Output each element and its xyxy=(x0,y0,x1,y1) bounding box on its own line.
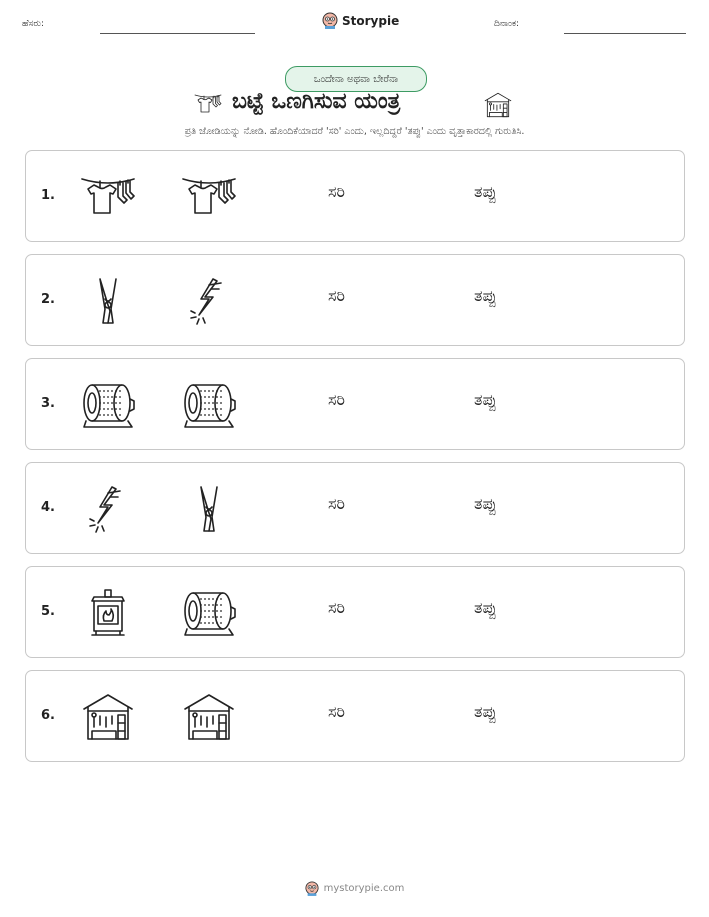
laundry-shop-icon xyxy=(179,691,239,743)
question-row xyxy=(25,670,685,762)
pair-image-right xyxy=(179,171,239,223)
pair-image-right xyxy=(179,691,239,743)
date-field-line[interactable] xyxy=(564,33,686,34)
option-correct[interactable]: ಸರಿ xyxy=(328,702,345,721)
pair-image-right xyxy=(179,483,239,535)
question-row xyxy=(25,150,685,242)
pair-image-left xyxy=(78,483,138,535)
dryer-drum-icon xyxy=(78,379,138,431)
pair-image-right xyxy=(179,379,239,431)
dryer-drum-icon xyxy=(179,587,239,639)
question-number: 2. xyxy=(41,292,55,307)
footer xyxy=(0,881,709,896)
question-row xyxy=(25,254,685,346)
pair-image-right xyxy=(179,587,239,639)
option-wrong[interactable]: ತಪ್ಪು xyxy=(474,494,497,513)
laundry-shop-icon xyxy=(78,691,138,743)
option-correct[interactable]: ಸರಿ xyxy=(328,494,345,513)
option-wrong[interactable]: ತಪ್ಪು xyxy=(474,286,497,305)
mascot-icon xyxy=(305,881,319,896)
date-label: ದಿನಾಂಕ: xyxy=(494,19,520,29)
instructions: ಪ್ರತಿ ಜೋಡಿಯನ್ನು ನೋಡಿ. ಹೊಂದಿಕೆಯಾದರೆ 'ಸರಿ' ಎಂದು, ಇಲ್ಲದಿದ್ದರೆ 'ತಪ್ಪು' ಎಂದು ವೃತ್ತಾಕಾರದಲ್ಲಿ ಗುರುತಿಸಿ. xyxy=(184,126,525,137)
pair-image-left xyxy=(78,587,138,639)
brand-logo xyxy=(322,12,399,29)
page-title: ಬಟ್ಟೆ ಒಣಗಿಸುವ ಯಂತ್ರ xyxy=(232,89,401,114)
clothespin-icon xyxy=(78,275,138,327)
option-wrong[interactable]: ತಪ್ಪು xyxy=(474,598,497,617)
title-row xyxy=(0,89,709,123)
lightning-icon xyxy=(78,483,138,535)
option-correct[interactable]: ಸರಿ xyxy=(328,182,345,201)
clothesline-icon xyxy=(193,91,223,117)
mascot-icon xyxy=(322,12,338,29)
option-wrong[interactable]: ತಪ್ಪು xyxy=(474,390,497,409)
option-correct[interactable]: ಸರಿ xyxy=(328,390,345,409)
stove-icon xyxy=(78,587,138,639)
pair-image-left xyxy=(78,691,138,743)
activity-type-badge: ಒಂದೇನಾ ಅಥವಾ ಬೇರೆನಾ xyxy=(285,66,427,92)
question-number: 3. xyxy=(41,396,55,411)
option-correct[interactable]: ಸರಿ xyxy=(328,598,345,617)
option-wrong[interactable]: ತಪ್ಪು xyxy=(474,702,497,721)
dryer-drum-icon xyxy=(179,379,239,431)
clothespin-icon xyxy=(179,483,239,535)
option-correct[interactable]: ಸರಿ xyxy=(328,286,345,305)
pair-image-left xyxy=(78,275,138,327)
question-number: 4. xyxy=(41,500,55,515)
clothesline-icon xyxy=(78,171,138,223)
pair-image-left xyxy=(78,171,138,223)
footer-url: mystorypie.com xyxy=(323,883,405,894)
question-number: 6. xyxy=(41,708,55,723)
laundry-shop-icon xyxy=(482,91,514,119)
question-row xyxy=(25,358,685,450)
brand-name: Storypie xyxy=(342,13,400,28)
lightning-icon xyxy=(179,275,239,327)
clothesline-icon xyxy=(179,171,239,223)
pair-image-left xyxy=(78,379,138,431)
worksheet-header xyxy=(0,0,709,50)
question-row xyxy=(25,462,685,554)
question-number: 1. xyxy=(41,188,55,203)
option-wrong[interactable]: ತಪ್ಪು xyxy=(474,182,497,201)
name-field-line[interactable] xyxy=(100,33,255,34)
question-row xyxy=(25,566,685,658)
pair-image-right xyxy=(179,275,239,327)
name-label: ಹೆಸರು: xyxy=(22,19,45,29)
question-number: 5. xyxy=(41,604,55,619)
